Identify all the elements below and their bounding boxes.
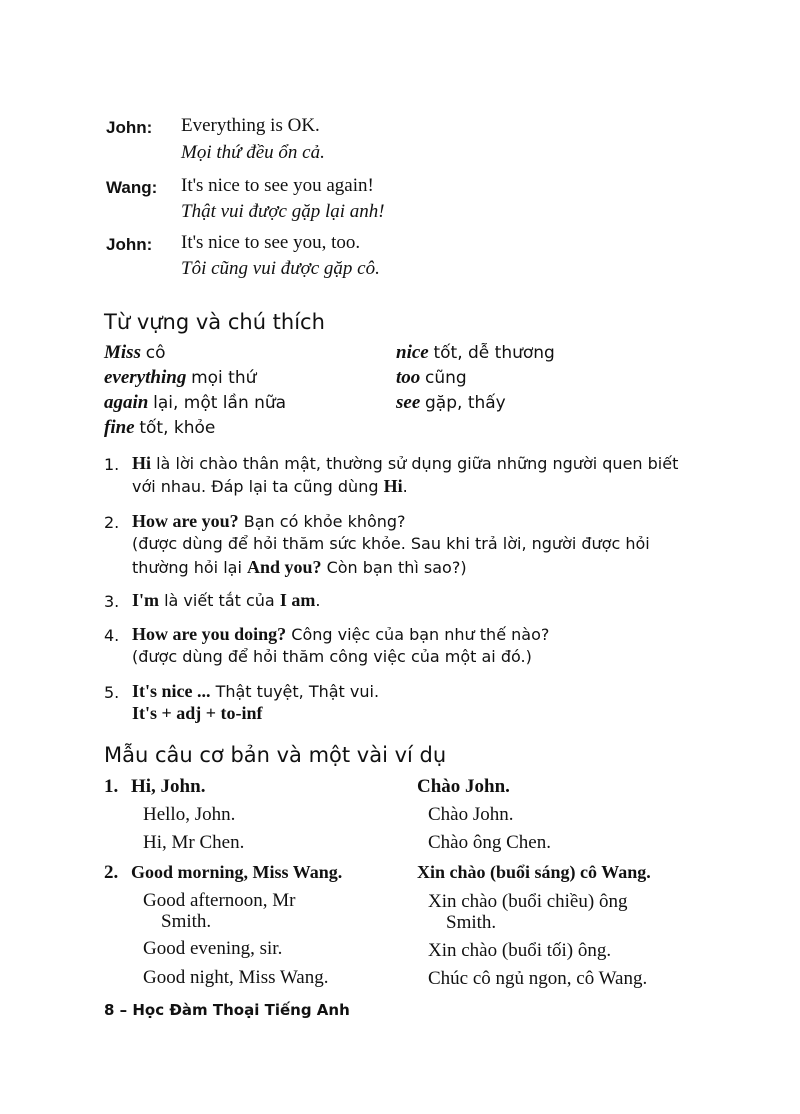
vocab-heading: Từ vựng và chú thích — [104, 310, 325, 334]
vocab-term: Miss — [104, 342, 141, 363]
note-number: 4. — [104, 626, 120, 645]
note-text: là viết tắt của — [159, 591, 280, 610]
example-vi: Xin chào (buổi tối) ông. — [428, 940, 612, 961]
vocab-term: everything — [104, 367, 187, 388]
note-keyword: Hi — [383, 476, 403, 496]
vocab-item — [104, 367, 256, 389]
vocab-item — [396, 342, 555, 364]
note-number: 5. — [104, 683, 120, 702]
note-text: Thật tuyệt, Thật vui. — [210, 682, 380, 701]
vocab-def: mọi thứ — [191, 368, 257, 388]
example-vi: Chào John. — [428, 804, 514, 825]
pattern-vi: Xin chào (buổi sáng) cô Wang. — [417, 862, 651, 882]
note-line — [132, 511, 406, 532]
note-number: 2. — [104, 513, 120, 532]
vocab-term: nice — [396, 342, 429, 363]
example-vi-cont: Smith. — [446, 912, 497, 933]
pattern-en: Hi, John. — [131, 776, 206, 797]
example-vi: Xin chào (buổi chiều) ông — [428, 891, 628, 912]
dialogue-line-vi: Thật vui được gặp lại anh! — [181, 201, 385, 222]
note-text: Công việc của bạn như thế nào? — [286, 625, 550, 644]
vocab-term: fine — [104, 417, 135, 438]
vocab-def: lại, một lần nữa — [153, 393, 287, 413]
note-text: Còn bạn thì sao?) — [321, 558, 467, 577]
note-text: . — [315, 591, 321, 610]
dialogue-line-vi: Tôi cũng vui được gặp cô. — [181, 258, 380, 279]
vocab-def: cô — [145, 343, 166, 363]
vocab-item — [396, 367, 467, 389]
note-line — [132, 624, 549, 645]
note-text: là lời chào thân mật, thường sử dụng giữa những người quen biết — [151, 454, 679, 473]
vocab-item — [396, 392, 506, 414]
vocab-item — [104, 392, 286, 414]
note-keyword: How are you? — [132, 511, 239, 531]
example-en: Hello, John. — [143, 804, 236, 825]
note-keyword: It's nice ... — [132, 681, 211, 701]
note-keyword: Hi — [132, 453, 152, 473]
example-en: Good evening, sir. — [143, 938, 283, 959]
note-number: 1. — [104, 455, 120, 474]
note-line — [132, 453, 678, 474]
speaker-label: Wang: — [106, 178, 158, 197]
note-line — [132, 476, 408, 497]
speaker-label: John: — [106, 235, 153, 254]
example-en-cont: Smith. — [161, 911, 212, 932]
note-line — [132, 557, 467, 578]
speaker-label: John: — [106, 118, 153, 137]
note-text: Bạn có khỏe không? — [238, 512, 406, 531]
vocab-def: gặp, thấy — [425, 393, 506, 413]
vocab-def: cũng — [425, 368, 467, 388]
note-keyword: And you? — [246, 557, 322, 577]
note-keyword: I'm — [132, 590, 159, 610]
example-vi: Chúc cô ngủ ngon, cô Wang. — [428, 968, 648, 989]
vocab-def: tốt, khỏe — [139, 418, 216, 438]
example-en: Hi, Mr Chen. — [143, 832, 245, 853]
vocab-term: again — [104, 392, 149, 413]
note-line — [132, 681, 379, 702]
pattern-vi: Chào John. — [417, 776, 510, 797]
pattern-number: 2. — [104, 862, 119, 883]
vocab-term: see — [396, 392, 421, 413]
vocab-def: tốt, dễ thương — [433, 343, 555, 363]
vocab-item — [104, 417, 215, 439]
dialogue-line-en: Everything is OK. — [181, 115, 320, 136]
vocab-term: too — [396, 367, 421, 388]
vocab-item — [104, 342, 165, 364]
patterns-heading: Mẫu câu cơ bản và một vài ví dụ — [104, 743, 447, 767]
dialogue-line-en: It's nice to see you again! — [181, 175, 374, 196]
pattern-en: Good morning, Miss Wang. — [131, 862, 343, 882]
note-line — [132, 703, 263, 724]
note-number: 3. — [104, 592, 120, 611]
pattern-number: 1. — [104, 776, 119, 797]
note-keyword: I am — [279, 590, 316, 610]
note-line: (được dùng để hỏi thăm công việc của một ai đó.) — [132, 647, 532, 666]
note-line — [132, 590, 320, 611]
example-vi: Chào ông Chen. — [428, 832, 551, 853]
note-text: thường hỏi lại — [132, 558, 247, 577]
dialogue-line-en: It's nice to see you, too. — [181, 232, 361, 253]
note-keyword: It's + adj + to-inf — [132, 703, 263, 723]
example-en: Good afternoon, Mr — [143, 890, 296, 911]
example-en: Good night, Miss Wang. — [143, 967, 329, 988]
note-keyword: How are you doing? — [132, 624, 287, 644]
dialogue-line-vi: Mọi thứ đều ổn cả. — [181, 142, 325, 163]
note-text: với nhau. Đáp lại ta cũng dùng — [132, 477, 384, 496]
note-line: (được dùng để hỏi thăm sức khỏe. Sau khi trả lời, người được hỏi — [132, 534, 650, 553]
page-footer: 8 – Học Đàm Thoại Tiếng Anh — [104, 1001, 350, 1019]
note-text: . — [402, 477, 408, 496]
